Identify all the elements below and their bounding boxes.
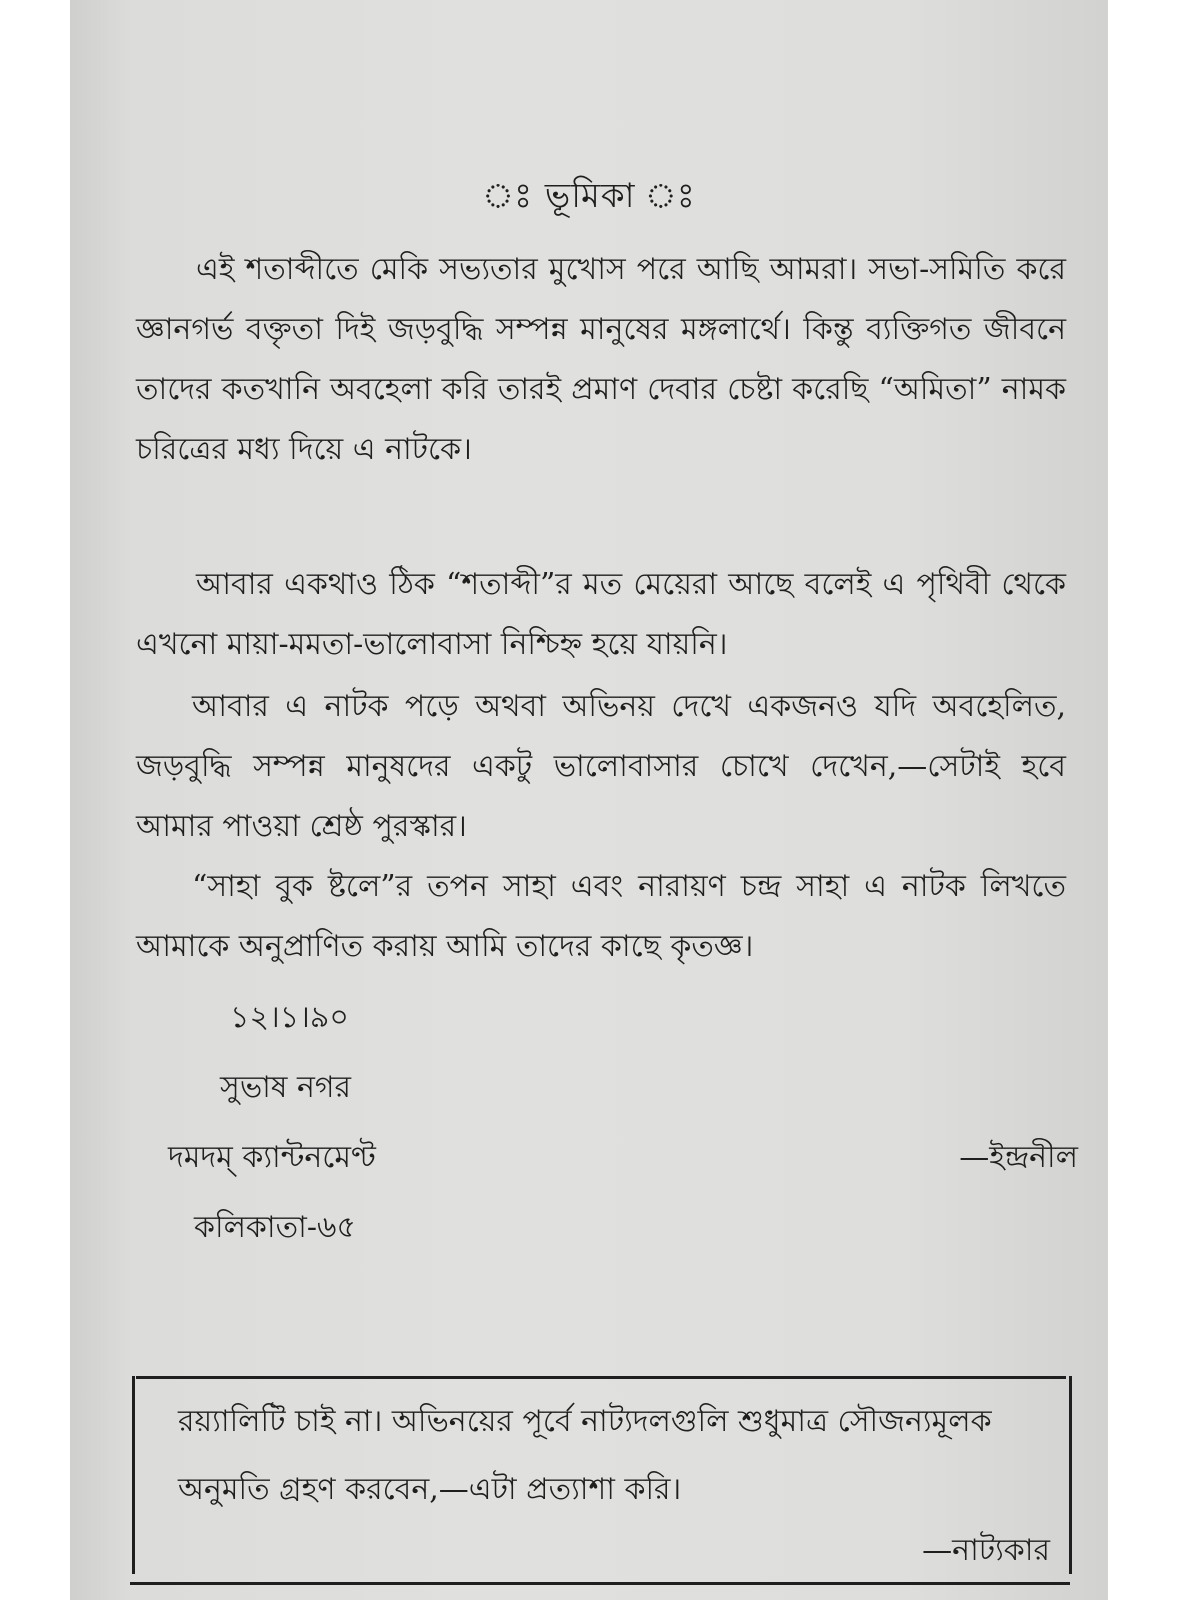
signature-date: ১২।১।৯০ (230, 1000, 349, 1035)
page-title: ঃ ভূমিকা ঃ (482, 176, 696, 216)
book-page (70, 0, 1108, 1600)
royalty-notice-text: রয়্যালিটি চাই না। অভিনয়ের পূর্বে নাট্যদলগুলি শুধুমাত্র সৌজন্যমূলক অনুমতি গ্রহণ করবেন,—এটা প্রত্যাশা করি। (178, 1404, 992, 1507)
paragraph-1: এই শতাব্দীতে মেকি সভ্যতার মুখোস পরে আছি আমরা। সভা-সমিতি করে জ্ঞানগর্ভ বক্তৃতা দিই জড়বুদ্ধি সম্পন্ন মানুষের মঙ্গলার্থে। কিন্তু ব্যক্তিগত জীবনে তাদের কতখানি অবহেলা করি তারই প্রমাণ দেবার চেষ্টা করেছি “অমিতা” নামক চরিত্রের মধ্য দিয়ে এ নাটকে। (136, 252, 1066, 467)
author-signature: —ইন্দ্রনীল (959, 1140, 1078, 1175)
address-line-1: সুভাষ নগর (220, 1070, 352, 1105)
address-line-3: কলিকাতা-৬৫ (194, 1210, 356, 1245)
notice-bottom-rule (130, 1582, 1070, 1585)
paragraph-4: “সাহা বুক ষ্টলে”র তপন সাহা এবং নারায়ণ চন্দ্র সাহা এ নাটক লিখতে আমাকে অনুপ্রাণিত করায় আমি তাদের কাছে কৃতজ্ঞ। (136, 869, 1066, 964)
paragraph-2: আবার একথাও ঠিক “শতাব্দী”র মত মেয়েরা আছে বলেই এ পৃথিবী থেকে এখনো মায়া-মমতা-ভালোবাসা নিশ্চিহ্ন হয়ে যায়নি। (136, 567, 1066, 662)
address-line-2: দমদম্ ক্যান্টনমেণ্ট (168, 1140, 376, 1175)
paragraph-3: আবার এ নাটক পড়ে অথবা অভিনয় দেখে একজনও যদি অবহেলিত, জড়বুদ্ধি সম্পন্ন মানুষদের একটু ভালোবাসার চোখে দেখেন,—সেটাই হবে আমার পাওয়া শ্রেষ্ঠ পুরস্কার। (136, 689, 1066, 844)
playwright-signature: —নাট্যকার (922, 1533, 1050, 1568)
